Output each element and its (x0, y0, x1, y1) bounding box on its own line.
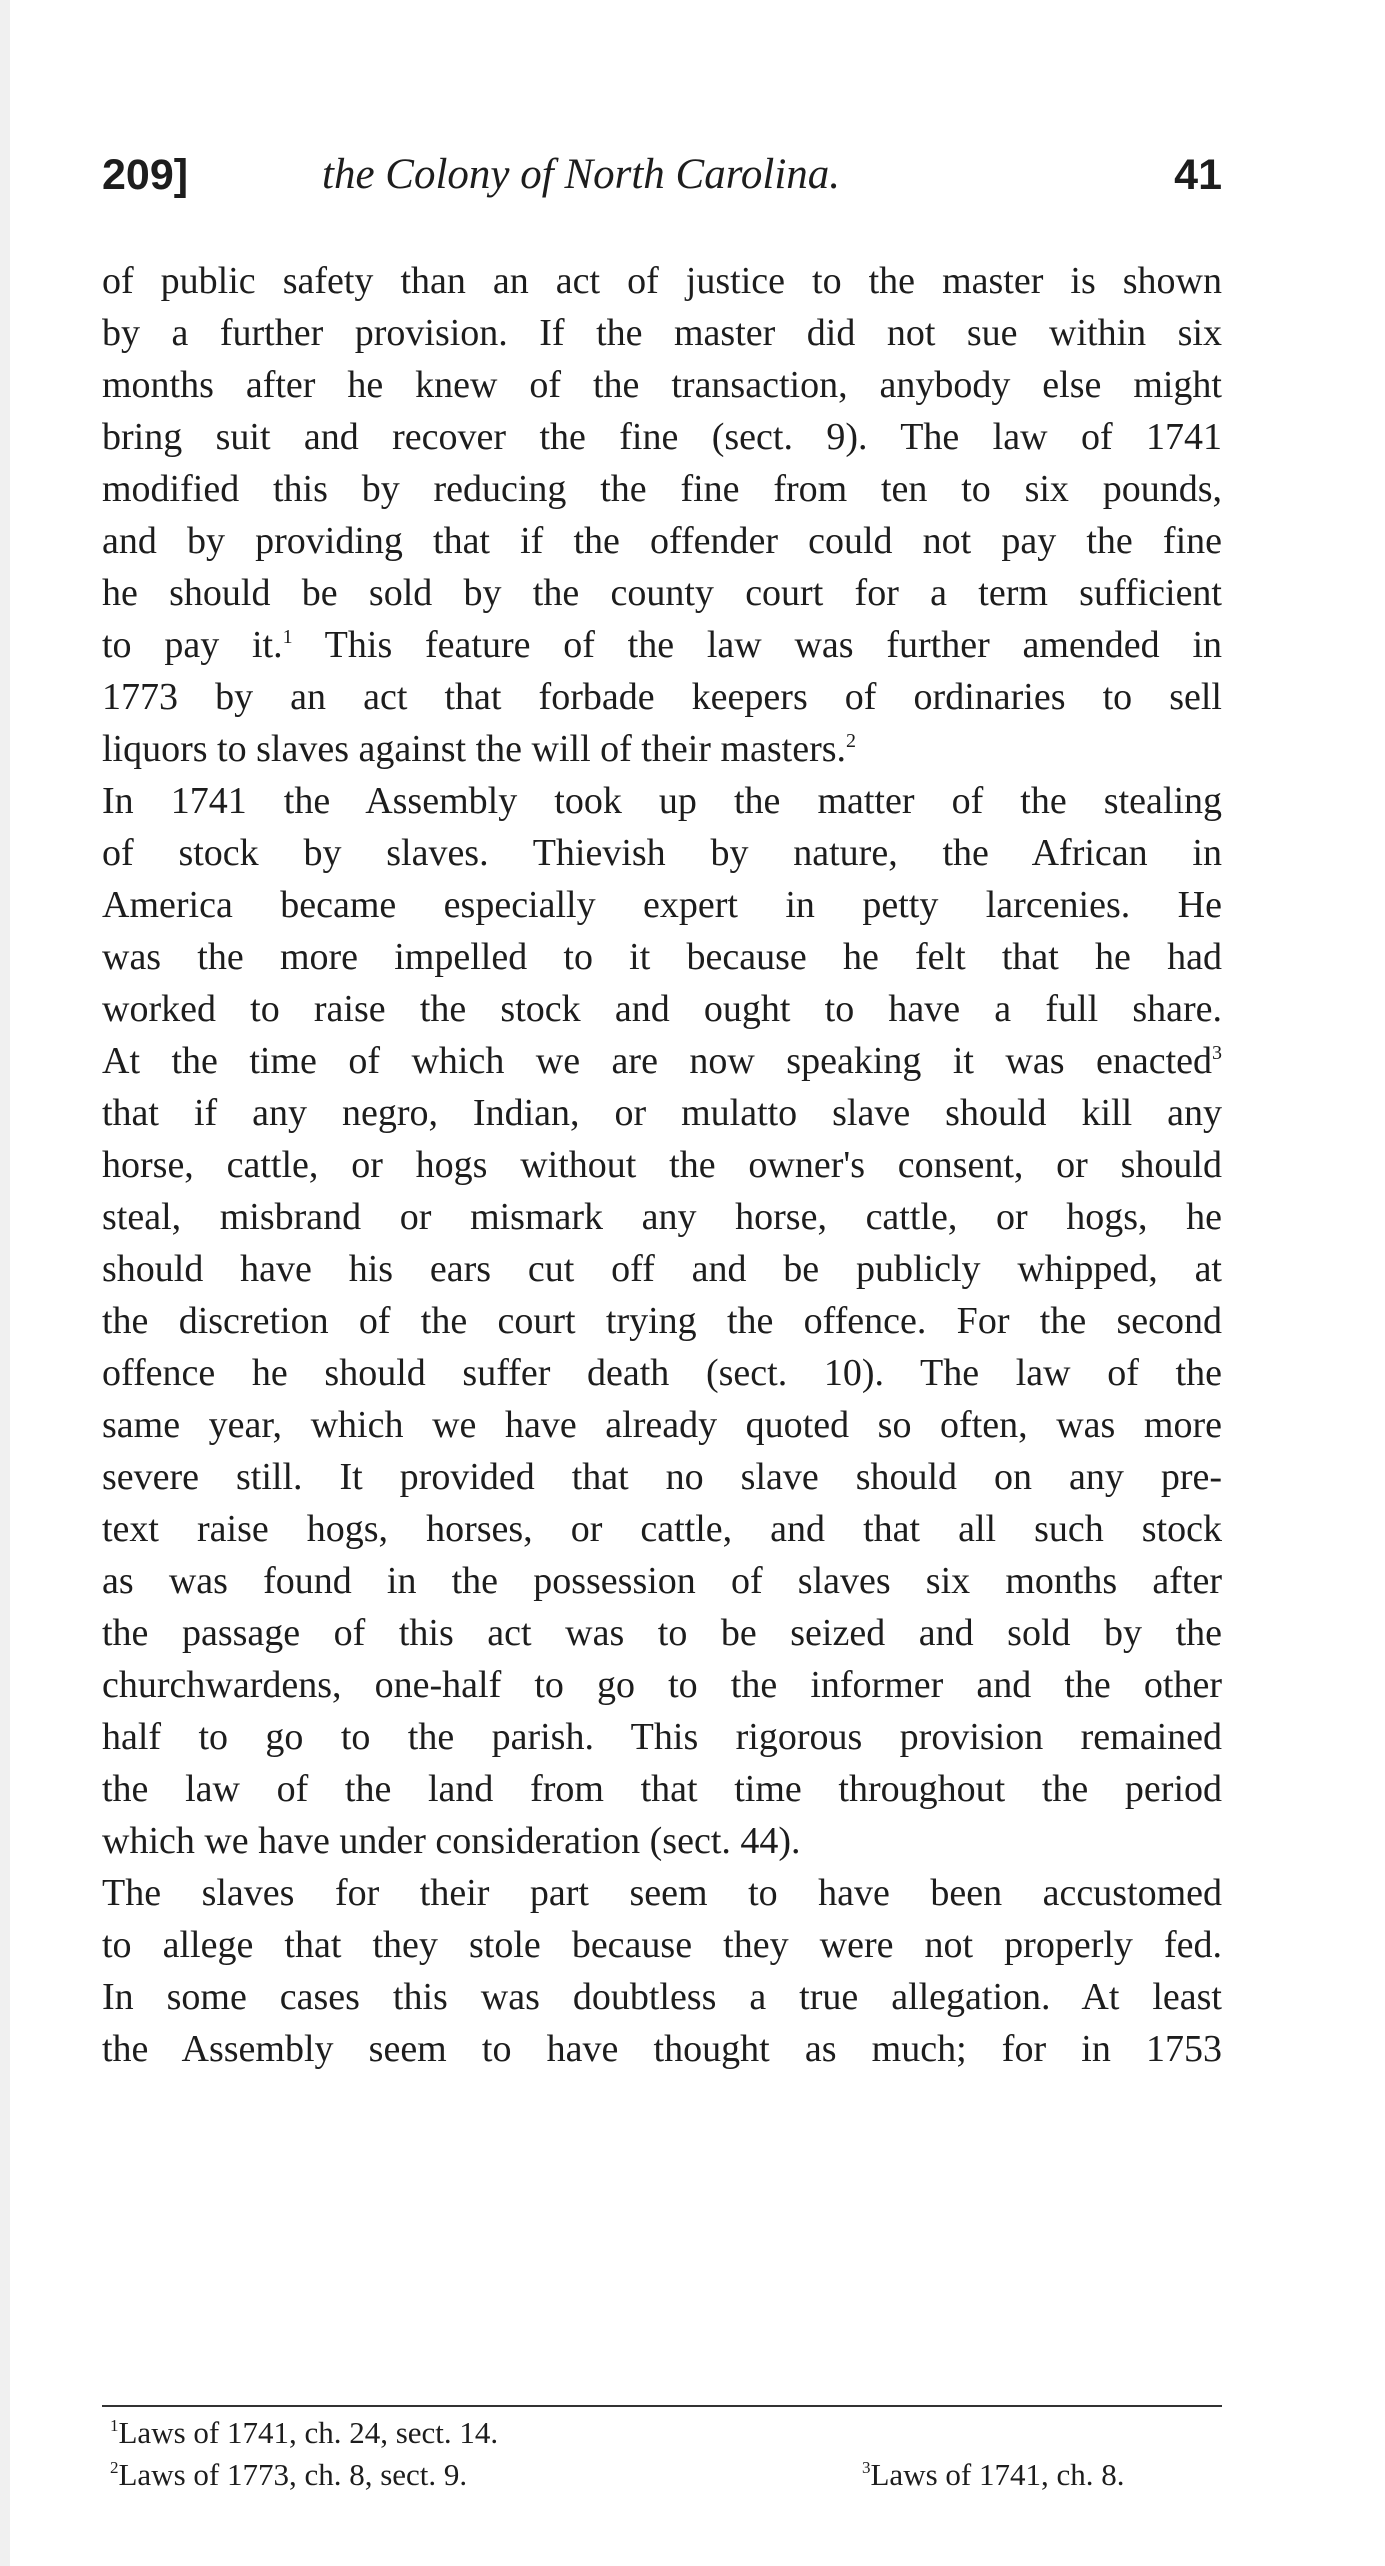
text-line (102, 463, 1222, 515)
line-text: by a further provision. If the master did not sue within six (102, 312, 1222, 354)
text-line (102, 1607, 1222, 1659)
text-line (102, 1035, 1222, 1087)
text-line (102, 1399, 1222, 1451)
line-text: to pay it. (102, 624, 283, 666)
text-line (102, 1191, 1222, 1243)
body-text (102, 255, 1222, 2075)
line-text: the passage of this act was to be seized and sold by the (102, 1612, 1222, 1654)
line-text: the Assembly seem to have thought as much; for in 1753 (102, 2028, 1222, 2070)
page-number: 41 (1174, 151, 1222, 199)
footnote-mark: 3 (862, 2458, 871, 2477)
line-text: bring suit and recover the fine (sect. 9). The law of 1741 (102, 416, 1222, 458)
line-text: the law of the land from that time throughout the period (102, 1768, 1222, 1810)
line-text: to allege that they stole because they were not properly fed. (102, 1924, 1222, 1966)
text-line (102, 567, 1222, 619)
text-line (102, 1347, 1222, 1399)
line-text: the discretion of the court trying the offence. For the second (102, 1300, 1222, 1342)
text-line (102, 1555, 1222, 1607)
text-line (102, 619, 1222, 671)
footnote (110, 2454, 467, 2496)
line-text: worked to raise the stock and ought to have a full share. (102, 988, 1222, 1030)
footnote-mark: 2 (110, 2458, 119, 2477)
line-text: In some cases this was doubtless a true allegation. At least (102, 1976, 1222, 2018)
text-line (102, 1659, 1222, 1711)
text-line (102, 255, 1222, 307)
line-text: This feature of the law was further amended in (292, 624, 1222, 666)
text-line (102, 1867, 1222, 1919)
footnotes (102, 2412, 1222, 2496)
line-text: severe still. It provided that no slave should on any pre- (102, 1456, 1222, 1498)
footnote-text: Laws of 1773, ch. 8, sect. 9. (118, 2457, 468, 2492)
line-text: of stock by slaves. Thievish by nature, the African in (102, 832, 1222, 874)
line-text: steal, misbrand or mismark any horse, cattle, or hogs, he (102, 1196, 1222, 1238)
line-text: was the more impelled to it because he felt that he had (102, 936, 1222, 978)
text-line (102, 2023, 1222, 2075)
text-line (102, 307, 1222, 359)
text-line (102, 827, 1222, 879)
text-line (102, 1971, 1222, 2023)
text-line (102, 515, 1222, 567)
footnote-line (102, 2454, 1222, 2496)
text-line (102, 775, 1222, 827)
text-line (102, 1139, 1222, 1191)
line-text: offence he should suffer death (sect. 10). The law of the (102, 1352, 1222, 1394)
line-text: and by providing that if the offender could not pay the fine (102, 520, 1222, 562)
line-text: same year, which we have already quoted so often, was more (102, 1404, 1222, 1446)
footnote (110, 2412, 498, 2454)
line-text: months after he knew of the transaction, anybody else might (102, 364, 1222, 406)
text-line (102, 1919, 1222, 1971)
footnote-line (102, 2412, 1222, 2454)
text-line (102, 1295, 1222, 1347)
footnote-text: Laws of 1741, ch. 24, sect. 14. (118, 2415, 499, 2450)
line-text: modified this by reducing the fine from ten to six pounds, (102, 468, 1222, 510)
text-line (102, 1763, 1222, 1815)
footnote-reference: 3 (1212, 1042, 1222, 1064)
text-line (102, 931, 1222, 983)
footnote-rule (102, 2405, 1222, 2407)
line-text: should have his ears cut off and be publicly whipped, at (102, 1248, 1222, 1290)
running-head (102, 145, 1222, 205)
line-text: he should be sold by the county court for a term sufficient (102, 572, 1222, 614)
text-line (102, 1087, 1222, 1139)
text-line (102, 671, 1222, 723)
text-line (102, 983, 1222, 1035)
line-text: which we have under consideration (sect. 44). (102, 1820, 801, 1862)
page-reference: 209] (102, 151, 189, 199)
line-text: churchwardens, one-half to go to the informer and the other (102, 1664, 1222, 1706)
text-line (102, 359, 1222, 411)
text-line (102, 1815, 1222, 1867)
line-text: half to go to the parish. This rigorous provision remained (102, 1716, 1222, 1758)
line-text: America became especially expert in petty larcenies. He (102, 884, 1222, 926)
line-text: 1773 by an act that forbade keepers of ordinaries to sell (102, 676, 1222, 718)
line-text: At the time of which we are now speaking it was enacted (102, 1040, 1212, 1082)
line-text: text raise hogs, horses, or cattle, and that all such stock (102, 1508, 1222, 1550)
running-title: the Colony of North Carolina. (322, 151, 841, 198)
text-line (102, 1711, 1222, 1763)
footnote-mark: 1 (110, 2416, 119, 2435)
line-text: of public safety than an act of justice to the master is shown (102, 260, 1222, 302)
text-line (102, 879, 1222, 931)
text-line (102, 1451, 1222, 1503)
footnote (862, 2454, 1124, 2496)
line-text: The slaves for their part seem to have been accustomed (102, 1872, 1222, 1914)
footnote-reference: 1 (282, 626, 293, 648)
line-text: In 1741 the Assembly took up the matter of the stealing (102, 780, 1222, 822)
footnote-text: Laws of 1741, ch. 8. (870, 2457, 1125, 2492)
line-text: as was found in the possession of slaves six months after (102, 1560, 1222, 1602)
text-line (102, 411, 1222, 463)
footnote-reference: 2 (846, 730, 857, 752)
page-edge (0, 0, 10, 2566)
text-line (102, 1243, 1222, 1295)
line-text: that if any negro, Indian, or mulatto slave should kill any (102, 1092, 1222, 1134)
text-line (102, 723, 1222, 775)
line-text: liquors to slaves against the will of their masters. (102, 728, 847, 770)
text-line (102, 1503, 1222, 1555)
line-text: horse, cattle, or hogs without the owner's consent, or should (102, 1144, 1222, 1186)
